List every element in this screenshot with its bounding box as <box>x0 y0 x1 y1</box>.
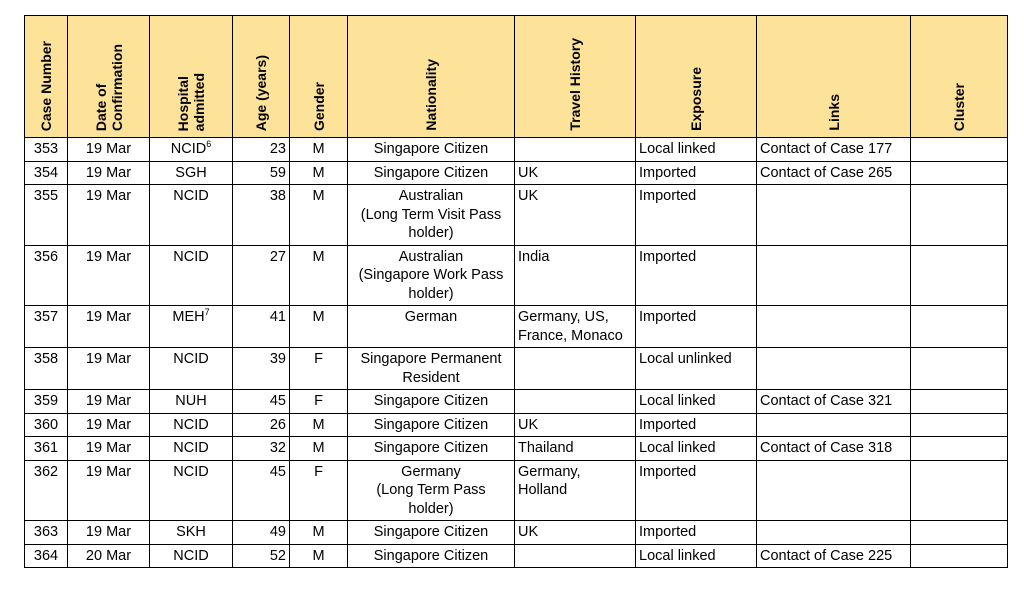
date-cell: 19 Mar <box>68 437 150 461</box>
hospital-cell: NCID <box>150 185 233 246</box>
links-cell: Contact of Case 177 <box>757 138 911 162</box>
nationality-cell: Germany (Long Term Pass holder) <box>348 460 515 521</box>
gender-cell: M <box>290 544 348 568</box>
table-row <box>25 348 1008 390</box>
table-row <box>25 544 1008 568</box>
age-cell: 26 <box>233 413 290 437</box>
exposure-cell: Imported <box>636 245 757 306</box>
travel-history-cell: UK <box>515 185 636 246</box>
case-number-cell: 356 <box>25 245 68 306</box>
gender-cell: M <box>290 138 348 162</box>
age-cell: 38 <box>233 185 290 246</box>
table-row <box>25 138 1008 162</box>
hospital-cell: NCID <box>150 245 233 306</box>
footnote-marker: 7 <box>204 307 210 318</box>
nationality-cell: Singapore Citizen <box>348 521 515 545</box>
case-number-cell: 359 <box>25 390 68 414</box>
date-cell: 19 Mar <box>68 306 150 348</box>
exposure-cell: Local linked <box>636 138 757 162</box>
cluster-cell <box>911 460 1008 521</box>
age-cell: 23 <box>233 138 290 162</box>
case-number-cell: 364 <box>25 544 68 568</box>
cluster-cell <box>911 306 1008 348</box>
links-cell <box>757 413 911 437</box>
exposure-cell: Local unlinked <box>636 348 757 390</box>
gender-cell: M <box>290 306 348 348</box>
age-cell: 45 <box>233 390 290 414</box>
travel-history-cell: UK <box>515 161 636 185</box>
links-cell: Contact of Case 265 <box>757 161 911 185</box>
travel-history-cell: India <box>515 245 636 306</box>
hospital-cell: NUH <box>150 390 233 414</box>
date-cell: 20 Mar <box>68 544 150 568</box>
gender-cell: F <box>290 460 348 521</box>
age-cell: 45 <box>233 460 290 521</box>
travel-history-cell: Thailand <box>515 437 636 461</box>
hospital-cell: NCID <box>150 437 233 461</box>
exposure-cell: Imported <box>636 460 757 521</box>
table-row <box>25 306 1008 348</box>
case-number-cell: 355 <box>25 185 68 246</box>
col-header-date: Date of Confirmation <box>68 16 150 138</box>
gender-cell: F <box>290 348 348 390</box>
case-number-cell: 360 <box>25 413 68 437</box>
gender-cell: F <box>290 390 348 414</box>
nationality-cell: Singapore Permanent Resident <box>348 348 515 390</box>
age-cell: 27 <box>233 245 290 306</box>
hospital-cell: NCID <box>150 413 233 437</box>
date-cell: 19 Mar <box>68 521 150 545</box>
date-cell: 19 Mar <box>68 161 150 185</box>
links-cell: Contact of Case 318 <box>757 437 911 461</box>
cluster-cell <box>911 185 1008 246</box>
exposure-cell: Imported <box>636 161 757 185</box>
table-row <box>25 185 1008 246</box>
header-row <box>25 16 1008 138</box>
links-cell <box>757 348 911 390</box>
links-cell <box>757 521 911 545</box>
cluster-cell <box>911 348 1008 390</box>
date-cell: 19 Mar <box>68 460 150 521</box>
exposure-cell: Imported <box>636 521 757 545</box>
table-row <box>25 390 1008 414</box>
links-cell: Contact of Case 225 <box>757 544 911 568</box>
links-cell <box>757 460 911 521</box>
hospital-cell: NCID$^6$ <box>150 138 233 162</box>
table-row <box>25 521 1008 545</box>
case-number-cell: 353 <box>25 138 68 162</box>
hospital-cell: NCID <box>150 348 233 390</box>
age-cell: 52 <box>233 544 290 568</box>
cluster-cell <box>911 161 1008 185</box>
age-cell: 39 <box>233 348 290 390</box>
nationality-cell: Singapore Citizen <box>348 437 515 461</box>
case-number-cell: 354 <box>25 161 68 185</box>
date-cell: 19 Mar <box>68 138 150 162</box>
nationality-cell: German <box>348 306 515 348</box>
exposure-cell: Imported <box>636 413 757 437</box>
nationality-cell: Singapore Citizen <box>348 138 515 162</box>
date-cell: 19 Mar <box>68 390 150 414</box>
nationality-cell: Singapore Citizen <box>348 544 515 568</box>
travel-history-cell <box>515 348 636 390</box>
nationality-cell: Australian (Singapore Work Pass holder) <box>348 245 515 306</box>
case-number-cell: 363 <box>25 521 68 545</box>
col-header-cluster: Cluster <box>911 16 1008 138</box>
gender-cell: M <box>290 161 348 185</box>
date-cell: 19 Mar <box>68 185 150 246</box>
col-header-case-number: Case Number <box>25 16 68 138</box>
hospital-cell: MEH$^7$ <box>150 306 233 348</box>
col-header-hospital: Hospital admitted <box>150 16 233 138</box>
exposure-cell: Local linked <box>636 390 757 414</box>
cluster-cell <box>911 544 1008 568</box>
age-cell: 49 <box>233 521 290 545</box>
table-row <box>25 161 1008 185</box>
col-header-links: Links <box>757 16 911 138</box>
age-cell: 59 <box>233 161 290 185</box>
gender-cell: M <box>290 521 348 545</box>
date-cell: 19 Mar <box>68 245 150 306</box>
hospital-cell: SGH <box>150 161 233 185</box>
table-row <box>25 245 1008 306</box>
links-cell <box>757 245 911 306</box>
cluster-cell <box>911 138 1008 162</box>
age-cell: 32 <box>233 437 290 461</box>
links-cell: Contact of Case 321 <box>757 390 911 414</box>
exposure-cell: Local linked <box>636 544 757 568</box>
nationality-cell: Singapore Citizen <box>348 390 515 414</box>
footnote-marker: 6 <box>206 139 212 150</box>
travel-history-cell <box>515 390 636 414</box>
nationality-cell: Singapore Citizen <box>348 161 515 185</box>
nationality-cell: Singapore Citizen <box>348 413 515 437</box>
cluster-cell <box>911 521 1008 545</box>
gender-cell: M <box>290 413 348 437</box>
hospital-cell: NCID <box>150 544 233 568</box>
travel-history-cell: UK <box>515 521 636 545</box>
hospital-cell: SKH <box>150 521 233 545</box>
cluster-cell <box>911 413 1008 437</box>
links-cell <box>757 185 911 246</box>
col-header-gender: Gender <box>290 16 348 138</box>
table-row <box>25 437 1008 461</box>
gender-cell: M <box>290 245 348 306</box>
exposure-cell: Imported <box>636 185 757 246</box>
table-row <box>25 460 1008 521</box>
col-header-age: Age (years) <box>233 16 290 138</box>
age-cell: 41 <box>233 306 290 348</box>
date-cell: 19 Mar <box>68 348 150 390</box>
col-header-nationality: Nationality <box>348 16 515 138</box>
links-cell <box>757 306 911 348</box>
case-table <box>24 15 1008 568</box>
cluster-cell <box>911 437 1008 461</box>
travel-history-cell: Germany, US, France, Monaco <box>515 306 636 348</box>
case-number-cell: 358 <box>25 348 68 390</box>
date-cell: 19 Mar <box>68 413 150 437</box>
gender-cell: M <box>290 437 348 461</box>
case-number-cell: 362 <box>25 460 68 521</box>
gender-cell: M <box>290 185 348 246</box>
nationality-cell: Australian (Long Term Visit Pass holder) <box>348 185 515 246</box>
hospital-cell: NCID <box>150 460 233 521</box>
exposure-cell: Local linked <box>636 437 757 461</box>
col-header-travel-history: Travel History <box>515 16 636 138</box>
cluster-cell <box>911 245 1008 306</box>
exposure-cell: Imported <box>636 306 757 348</box>
col-header-exposure: Exposure <box>636 16 757 138</box>
travel-history-cell <box>515 544 636 568</box>
travel-history-cell: UK <box>515 413 636 437</box>
case-number-cell: 361 <box>25 437 68 461</box>
table-row <box>25 413 1008 437</box>
travel-history-cell <box>515 138 636 162</box>
travel-history-cell: Germany, Holland <box>515 460 636 521</box>
case-number-cell: 357 <box>25 306 68 348</box>
cluster-cell <box>911 390 1008 414</box>
